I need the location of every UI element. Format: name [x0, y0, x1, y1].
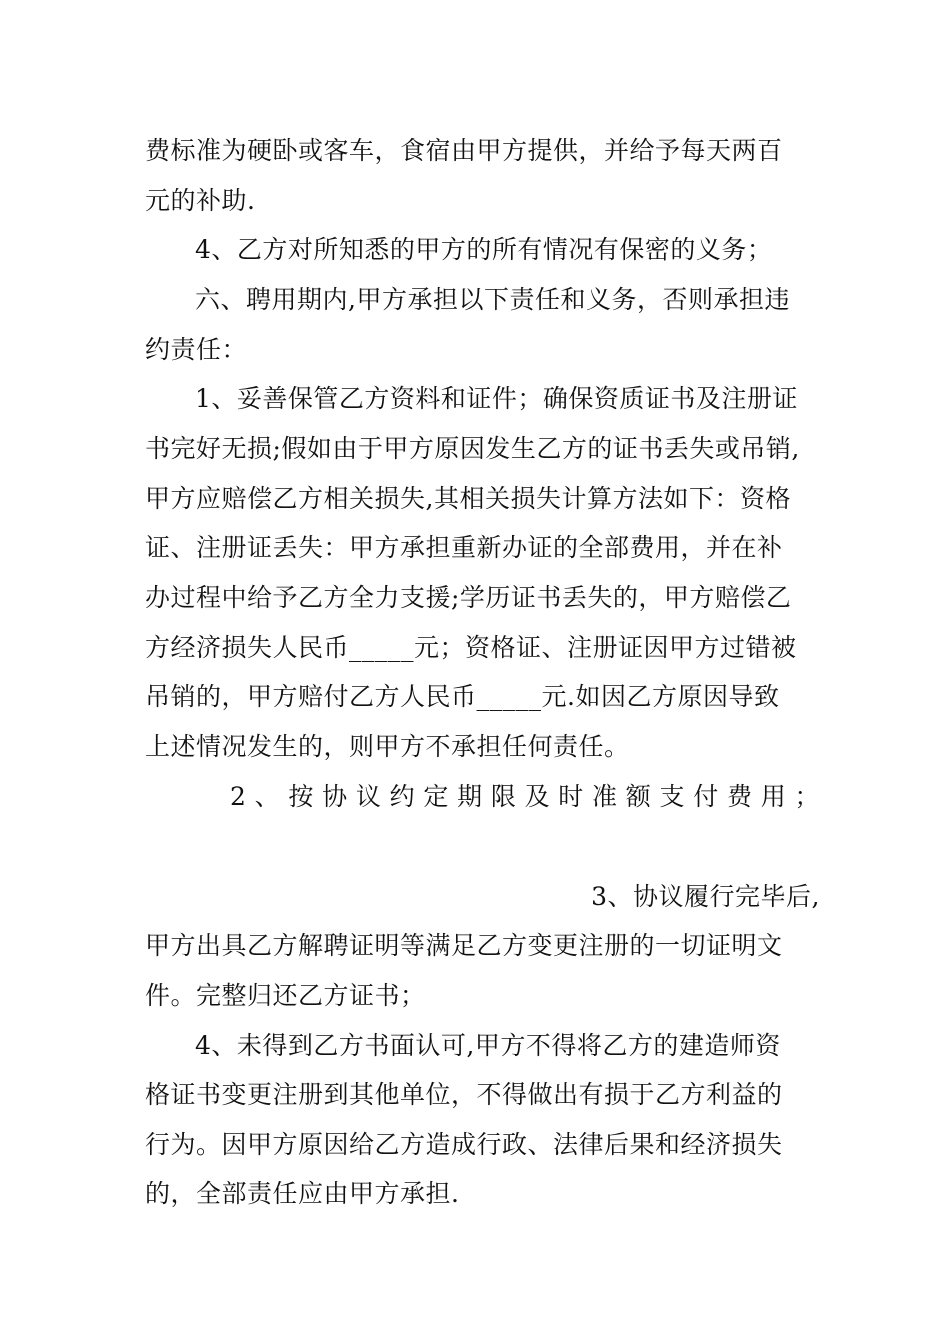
text-line: 上述情况发生的，则甲方不承担任何责任。 — [145, 732, 630, 761]
text-line: 4、乙方对所知悉的甲方的所有情况有保密的义务； — [195, 235, 773, 264]
text-line: 方经济损失人民币_____元；资格证、注册证因甲方过错被 — [145, 633, 797, 662]
text-line: 的，全部责任应由甲方承担. — [145, 1179, 460, 1208]
text-line: 书完好无损;假如由于甲方原因发生乙方的证书丢失或吊销, — [145, 434, 800, 463]
text-line: 4、未得到乙方书面认可,甲方不得将乙方的建造师资 — [195, 1031, 781, 1060]
text-line: 件。完整归还乙方证书； — [145, 981, 426, 1010]
text-line: 1、妥善保管乙方资料和证件；确保资质证书及注册证 — [195, 384, 798, 413]
text-line: 3、协议履行完毕后, — [591, 882, 820, 911]
text-line: 格证书变更注册到其他单位，不得做出有损于乙方利益的 — [145, 1080, 783, 1109]
text-line: 办过程中给予乙方全力支援;学历证书丢失的，甲方赔偿乙 — [145, 583, 792, 612]
text-line: 元的补助. — [145, 186, 256, 215]
text-line: 甲方出具乙方解聘证明等满足乙方变更注册的一切证明文 — [145, 931, 783, 960]
text-line: 约责任： — [145, 335, 248, 364]
text-line: 行为。因甲方原因给乙方造成行政、法律后果和经济损失 — [145, 1130, 783, 1159]
text-line: 吊销的，甲方赔付乙方人民币_____元.如因乙方原因导致 — [145, 682, 780, 711]
text-line: 六、聘用期内,甲方承担以下责任和义务，否则承担违 — [195, 285, 790, 314]
text-line: 证、注册证丢失：甲方承担重新办证的全部费用，并在补 — [145, 533, 783, 562]
text-line: 费标准为硬卧或客车，食宿由甲方提供，并给予每天两百 — [145, 136, 783, 165]
text-line: 甲方应赔偿乙方相关损失,其相关损失计算方法如下：资格 — [145, 484, 791, 513]
text-line: 2、按协议约定期限及时准额支付费用； — [230, 782, 820, 811]
